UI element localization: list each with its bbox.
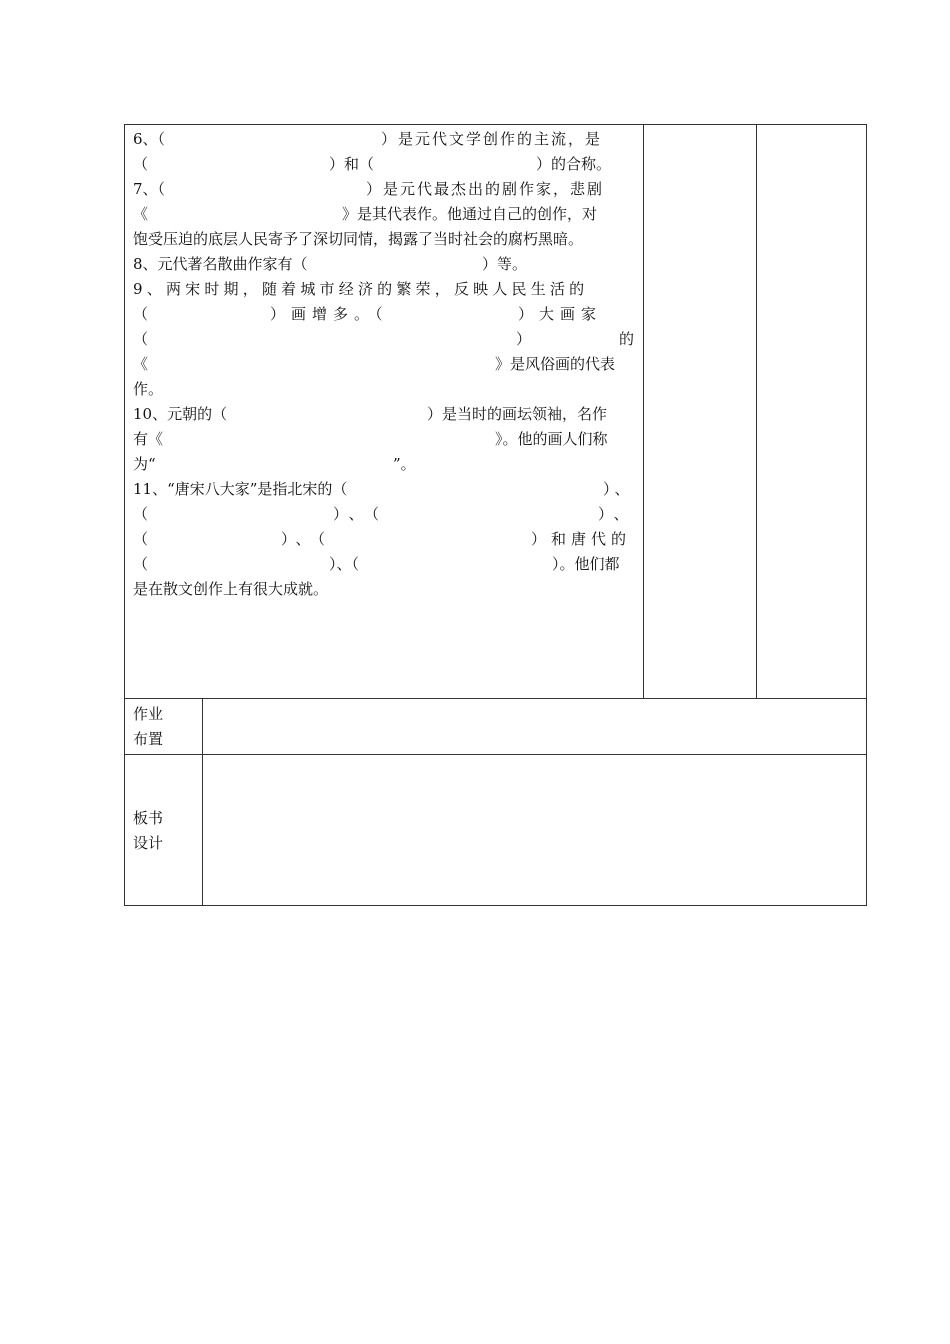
question-9-line-2: （ ）画增多。（ ）大画家: [133, 305, 603, 323]
question-11-line-1: 11、“唐宋八大家”是指北宋的（ ）、: [133, 480, 634, 498]
row-divider: [124, 754, 867, 755]
question-10-line-2: 有《 》。他的画人们称: [133, 430, 608, 448]
question-9-line-1: 9、两宋时期，随着城市经济的繁荣，反映人民生活的: [133, 280, 589, 298]
question-11-line-5: 是在散文创作上有很大成就。: [133, 580, 329, 598]
board-design-label: 板书 设计: [133, 809, 164, 852]
question-6-line-2: （ ）和（ ）的合称。: [133, 155, 612, 173]
question-11-line-2: （ ）、（ ）、: [133, 505, 637, 523]
question-7-line-2: 《 》是其代表作。他通过自己的创作，对: [133, 205, 598, 223]
homework-label: 作业 布置: [133, 705, 164, 748]
question-9-line-5: 作。: [133, 380, 164, 398]
question-10-line-3: 为“ ”。: [133, 455, 416, 473]
column-divider: [756, 124, 757, 698]
question-9-line-3: （ ） 的: [133, 330, 635, 348]
question-11-line-3: （ ）、（ ）和唐代的: [133, 530, 632, 548]
question-7-line-3: 饱受压迫的底层人民寄予了深切同情，揭露了当时社会的腐朽黑暗。: [133, 230, 584, 248]
question-9-line-4: 《 》是风俗画的代表: [133, 355, 616, 373]
question-10-line-1: 10、元朝的（ ）是当时的画坛领袖，名作: [133, 405, 608, 423]
column-divider: [643, 124, 644, 698]
question-8: 8、元代著名散曲作家有（ ）等。: [133, 255, 528, 273]
question-11-line-4: （ ）、（ ）。他们都: [133, 555, 620, 573]
row-divider: [124, 698, 867, 699]
question-cell: [133, 127, 635, 602]
question-6-line-1: 6、（ ）是元代文学创作的主流，是: [133, 130, 603, 148]
label-column-divider: [202, 698, 203, 906]
question-7-line-1: 7、（ ）是元代最杰出的剧作家，悲剧: [133, 180, 605, 198]
